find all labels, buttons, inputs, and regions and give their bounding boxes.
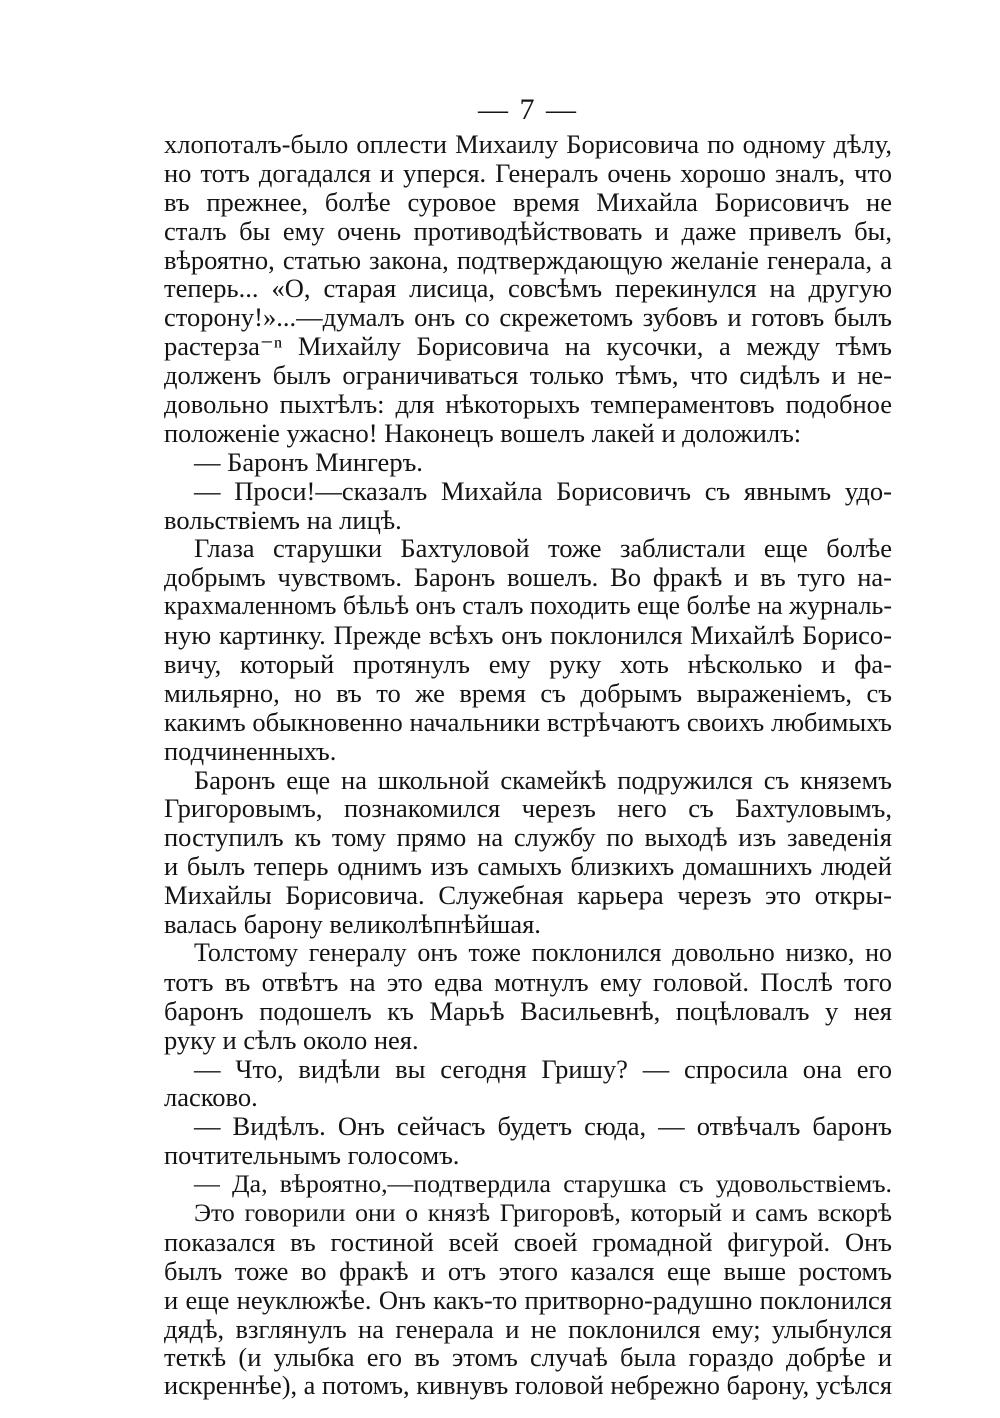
text-line: и былъ теперь однимъ изъ самыхъ близкихъ домашнихъ людей <box>164 851 892 882</box>
text-line: ную картинку. Прежде всѣхъ онъ поклонился Михайлѣ Борисо- <box>164 620 892 651</box>
text-line: растерза⁻ⁿ Михайлу Борисовича на кусочки, а между тѣмъ <box>164 331 892 362</box>
text-line: былъ тоже во фракѣ и отъ этого казался еще выше ростомъ <box>164 1255 892 1286</box>
book-page <box>164 92 892 1401</box>
text-line: Толстому генералу онъ тоже поклонился довольно низко, но <box>194 937 892 967</box>
text-line: хлопоталъ-было оплести Михаилу Борисовича по одному дѣлу, <box>164 129 892 159</box>
text-line: поступилъ къ тому прямо на службу по выходѣ изъ заведенія <box>164 822 892 853</box>
text-line: Это говорили они о князѣ Григоровѣ, который и самъ вскорѣ <box>194 1197 892 1227</box>
page-number: — 7 — <box>478 93 578 126</box>
text-line: показался въ гостиной всей своей громадной фигурой. Онъ <box>164 1226 892 1257</box>
text-line: добрымъ чувствомъ. Баронъ вошелъ. Во фракѣ и въ туго на- <box>164 562 892 593</box>
text-line: — Проси!—сказалъ Михайла Борисовичъ съ явнымъ удо- <box>194 475 892 506</box>
text-line: — Баронъ Мингеръ. <box>194 446 423 477</box>
text-line: долженъ былъ ограничиваться только тѣмъ, что сидѣлъ и не- <box>164 360 892 391</box>
text-line: какимъ обыкновенно начальники встрѣчаютъ своихъ любимыхъ <box>164 706 892 737</box>
text-line: сталъ бы ему очень противодѣйствовать и даже привелъ бы, <box>164 215 892 246</box>
text-line: валась барону великолѣпнѣйшая. <box>164 909 541 940</box>
text-line: подчиненныхъ. <box>164 735 337 766</box>
text-line: теткѣ (и улыбка его въ этомъ случаѣ была гораздо добрѣе и <box>164 1342 892 1373</box>
text-line: Михайлы Борисовича. Служебная карьера черезъ это откры- <box>164 880 892 911</box>
text-line: — Что, видѣли вы сегодня Гришу? — спросила она его <box>194 1053 892 1084</box>
text-line: баронъ подошелъ къ Марьѣ Васильевнѣ, поцѣловалъ у нея <box>164 995 892 1026</box>
text-line: руку и сѣлъ около нея. <box>164 1024 419 1055</box>
text-line: — Да, вѣроятно,—подтвердила старушка съ удовольствіемъ. <box>194 1169 892 1199</box>
text-line: Григоровымъ, познакомился черезъ него съ Бахтуловымъ, <box>164 793 892 824</box>
text-line: вольствіемъ на лицѣ. <box>164 504 402 535</box>
text-line: крахмаленномъ бѣльѣ онъ сталъ походить еще болѣе на журналь- <box>164 591 892 621</box>
text-line: вичу, который протянулъ ему руку хоть нѣсколько и фа- <box>164 649 892 680</box>
text-line: искреннѣе), а потомъ, кивнувъ головой небрежно барону, усѣлся <box>164 1371 893 1401</box>
text-line: — Видѣлъ. Онъ сейчасъ будетъ сюда, — отвѣчалъ баронъ <box>194 1111 892 1142</box>
text-line: теперь... «О, старая лисица, совсѣмъ перекинулся на другую <box>164 273 892 304</box>
text-line: Глаза старушки Бахтуловой тоже заблистали еще болѣе <box>194 533 892 564</box>
text-line: положеніе ужасно! Наконецъ вошелъ лакей и доложилъ: <box>164 417 802 448</box>
page-text <box>164 130 892 1401</box>
text-line: въ прежнее, болѣе суровое время Михайла Борисовичъ не <box>164 186 892 217</box>
text-line: но тотъ догадался и уперся. Генералъ очень хорошо зналъ, что <box>164 157 892 188</box>
text-line: тотъ въ отвѣтъ на это едва мотнулъ ему головой. Послѣ того <box>164 966 892 997</box>
text-line: сторону!»...—думалъ онъ со скрежетомъ зубовъ и готовъ былъ <box>164 302 892 333</box>
text-line: мильярно, но въ то же время съ добрымъ выраженіемъ, съ <box>164 677 892 708</box>
text-line: довольно пыхтѣлъ: для нѣкоторыхъ темпераментовъ подобное <box>164 389 892 420</box>
text-line: дядѣ, взглянулъ на генерала и не поклонился ему; улыбнулся <box>164 1313 892 1344</box>
text-line: ласково. <box>164 1082 258 1113</box>
text-line: вѣроятно, статью закона, подтверждающую желаніе генерала, а <box>164 244 892 275</box>
text-line: Баронъ еще на школьной скамейкѣ подружился съ княземъ <box>194 764 892 795</box>
text-line: почтительнымъ голосомъ. <box>164 1140 460 1171</box>
text-line: и еще неуклюжѣе. Онъ какъ-то притворно-радушно поклонился <box>164 1284 892 1315</box>
